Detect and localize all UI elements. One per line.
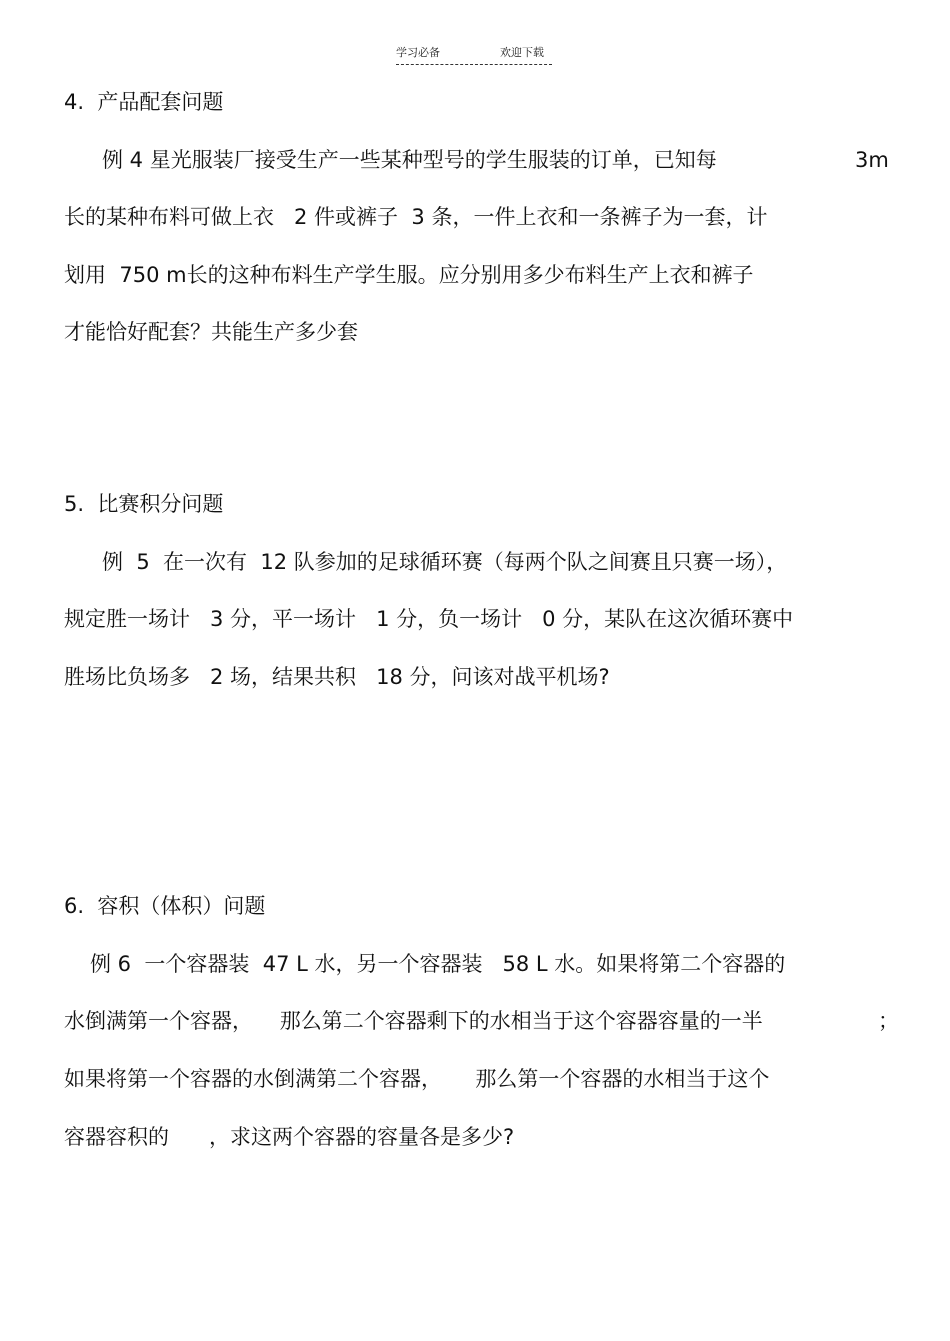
header-left-text: 学习必备 [396,46,440,59]
section-5-line-3: 胜场比负场多 2 场，结果共积 18 分，问该对战平机场? [64,665,610,689]
section-6-heading: 6. 容积（体积）问题 [64,894,266,918]
section-6-line-4: 容器容积的 ，求这两个容器的容量各是多少? [64,1125,515,1149]
section-6-line-3: 如果将第一个容器的水倒满第二个容器， 那么第一个容器的水相当于这个 [64,1067,770,1091]
section-4-line-3: 划用 750 m长的这种布料生产学生服。应分别用多少布料生产上衣和裤子 [64,263,754,287]
section-5-line-1: 例 5 在一次有 12 队参加的足球循环赛（每两个队之间赛且只赛一场）， [102,550,788,574]
header-right-text: 欢迎下载 [500,46,544,59]
section-4-line-2: 长的某种布料可做上衣 2 件或裤子 3 条，一件上衣和一条裤子为一套，计 [64,205,768,229]
section-4-line-1-tail: 3m [855,148,889,172]
section-4-line-1: 例 4 星光服装厂接受生产一些某种型号的学生服装的订单，已知每 [102,148,717,172]
section-5-heading: 5. 比赛积分问题 [64,492,224,516]
section-5-line-2: 规定胜一场计 3 分，平一场计 1 分，负一场计 0 分，某队在这次循环赛中 [64,607,794,631]
section-6-line-2: 水倒满第一个容器， 那么第二个容器剩下的水相当于这个容器容量的一半 [64,1009,763,1033]
header-dashed-rule [396,64,552,65]
section-6-line-2-tail: ； [878,1009,899,1033]
section-6-line-1: 例 6 一个容器装 47 L 水，另一个容器装 58 L 水。如果将第二个容器的 [90,952,786,976]
section-4-line-4: 才能恰好配套？共能生产多少套 [64,320,358,344]
section-4-heading: 4. 产品配套问题 [64,90,224,114]
